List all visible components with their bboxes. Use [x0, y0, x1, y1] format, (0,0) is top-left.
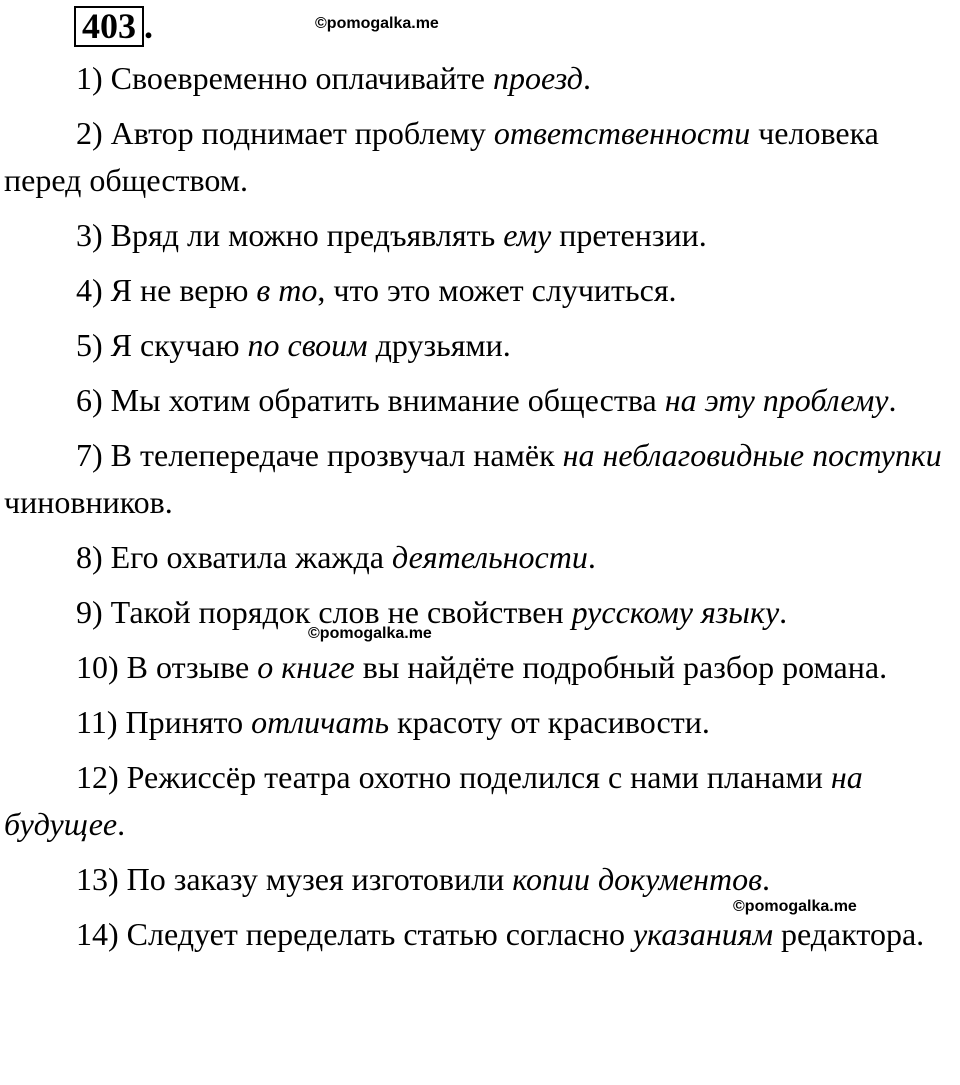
item-text-before: Вряд ли можно предъявлять: [110, 217, 504, 253]
item-emphasis: копии документов: [512, 861, 763, 897]
item-emphasis: о книге: [257, 649, 355, 685]
list-item-8: [4, 534, 960, 581]
item-text-after: редактора.: [772, 916, 925, 952]
item-number: 9): [76, 594, 103, 630]
item-text-after: .: [582, 60, 591, 96]
item-emphasis: на будущее: [4, 759, 863, 842]
watermark-middle: ©pomogalka.me: [308, 625, 432, 642]
task-number-box: 403: [74, 6, 144, 47]
item-number: 7): [76, 437, 103, 473]
item-emphasis: деятельности: [391, 539, 588, 575]
item-number: 3): [76, 217, 103, 253]
item-number: 14): [76, 916, 119, 952]
list-item-10: [4, 644, 960, 691]
item-text-before: Своевременно оплачивайте: [110, 60, 493, 96]
item-emphasis: русскому языку: [571, 594, 780, 630]
item-text-after: .: [779, 594, 788, 630]
item-emphasis: в то: [256, 272, 318, 308]
item-text-before: Я не верю: [110, 272, 257, 308]
item-text-after: друзьями.: [367, 327, 511, 363]
list-item-13: [4, 856, 960, 903]
item-text-after: .: [888, 382, 897, 418]
item-text-after: вы найдёте подробный разбор романа.: [354, 649, 888, 685]
item-text-after: красоту от красивости.: [389, 704, 710, 740]
item-number: 5): [76, 327, 103, 363]
list-item-11: [4, 699, 960, 746]
item-emphasis: указаниям: [632, 916, 773, 952]
item-text-before: Его охватила жажда: [110, 539, 392, 575]
list-item-2: [4, 110, 960, 204]
list-item-4: [4, 267, 960, 314]
item-emphasis: по своим: [247, 327, 368, 363]
item-number: 1): [76, 60, 103, 96]
task-number: [74, 6, 153, 47]
item-text-after: , что это может случиться.: [317, 272, 677, 308]
item-text-before: По заказу музея изготовили: [126, 861, 513, 897]
item-text-before: Я скучаю: [110, 327, 248, 363]
item-number: 12): [76, 759, 119, 795]
item-text-after: чиновников.: [4, 484, 173, 520]
item-emphasis: ответственности: [493, 115, 751, 151]
item-emphasis: отличать: [251, 704, 390, 740]
item-text-before: В отзыве: [126, 649, 258, 685]
list-item-9: [4, 589, 960, 636]
item-emphasis: на эту проблему: [664, 382, 889, 418]
item-text-before: Автор поднимает проблему: [110, 115, 494, 151]
item-emphasis: проезд: [492, 60, 583, 96]
watermark-bottom: ©pomogalka.me: [733, 898, 857, 915]
item-text-before: Такой порядок слов не свойствен: [110, 594, 572, 630]
list-item-14: [4, 911, 960, 958]
list-item-7: [4, 432, 960, 526]
item-emphasis: ему: [503, 217, 552, 253]
task-number-dot: .: [144, 6, 153, 46]
item-number: 8): [76, 539, 103, 575]
item-text-before: Мы хотим обратить внимание общества: [110, 382, 665, 418]
item-text-before: Следует переделать статью согласно: [126, 916, 633, 952]
item-text-before: Режиссёр театра охотно поделился с нами планами: [126, 759, 831, 795]
list-item-1: [4, 55, 960, 102]
watermark-top: ©pomogalka.me: [315, 15, 439, 32]
header: [0, 0, 960, 60]
item-text-before: Принято: [125, 704, 252, 740]
item-text-after: претензии.: [551, 217, 707, 253]
item-emphasis: на неблаговидные поступки: [562, 437, 942, 473]
item-text-after: .: [117, 806, 126, 842]
list-item-3: [4, 212, 960, 259]
item-number: 11): [76, 704, 118, 740]
item-text-after: человека перед обществом.: [4, 115, 879, 198]
list-item-6: [4, 377, 960, 424]
item-number: 4): [76, 272, 103, 308]
item-number: 6): [76, 382, 103, 418]
list-item-12: [4, 754, 960, 848]
item-number: 13): [76, 861, 119, 897]
item-text-after: .: [587, 539, 596, 575]
exercise-text: [4, 55, 960, 966]
item-number: 2): [76, 115, 103, 151]
list-item-5: [4, 322, 960, 369]
item-number: 10): [76, 649, 119, 685]
item-text-before: В телепередаче прозвучал намёк: [110, 437, 563, 473]
item-text-after: .: [762, 861, 771, 897]
